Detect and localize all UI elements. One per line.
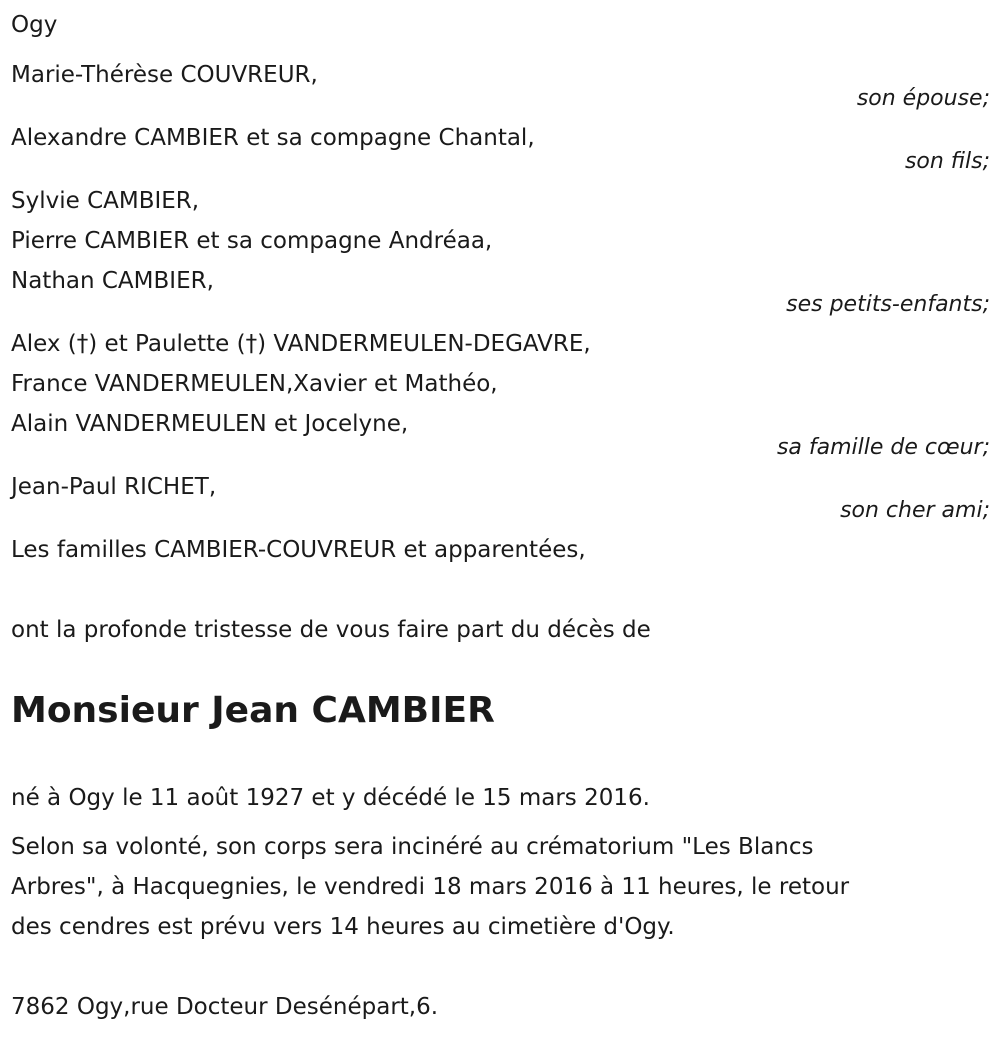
grandchildren-role: ses petits-enfants; bbox=[786, 292, 990, 317]
cross-icon: † bbox=[245, 331, 258, 357]
friend-name: Jean-Paul RICHET, bbox=[11, 474, 217, 500]
ceremony-line: Arbres", à Hacquegnies, le vendredi 18 mars 2016 à 11 heures, le retour bbox=[11, 874, 850, 900]
heart-family-part-3: ) VANDERMEULEN-DEGAVRE, bbox=[257, 331, 591, 357]
ceremony-line: Selon sa volonté, son corps sera incinéré au crématorium "Les Blancs bbox=[11, 834, 814, 860]
son-name: Alexandre CAMBIER et sa compagne Chantal, bbox=[11, 125, 535, 151]
spouse-name: Marie-Thérèse COUVREUR, bbox=[11, 62, 318, 88]
location-header: Ogy bbox=[11, 12, 58, 38]
grandchild-line: Nathan CAMBIER, bbox=[11, 268, 214, 294]
heart-family-part-2: ) et Paulette ( bbox=[88, 331, 246, 357]
friend-role: son cher ami; bbox=[840, 498, 990, 523]
heart-family-role: sa famille de cœur; bbox=[776, 435, 990, 460]
ceremony-line: des cendres est prévu vers 14 heures au cimetière d'Ogy. bbox=[11, 914, 675, 940]
birth-death-text: né à Ogy le 11 août 1927 et y décédé le 15 mars 2016. bbox=[11, 785, 650, 811]
heart-family-part-1: Alex ( bbox=[11, 331, 77, 357]
grandchild-line: Sylvie CAMBIER, bbox=[11, 188, 200, 214]
deceased-name: Monsieur Jean CAMBIER bbox=[11, 690, 495, 731]
obituary-notice bbox=[11, 0, 990, 1042]
heart-family-line-2: France VANDERMEULEN,Xavier et Mathéo, bbox=[11, 371, 498, 397]
address-text: 7862 Ogy,rue Docteur Desénépart,6. bbox=[11, 994, 439, 1020]
spouse-role: son épouse; bbox=[856, 86, 990, 111]
cross-icon: † bbox=[76, 331, 89, 357]
announcement-text: ont la profonde tristesse de vous faire part du décès de bbox=[11, 617, 651, 643]
heart-family-line-1 bbox=[11, 329, 591, 359]
son-role: son fils; bbox=[904, 149, 990, 174]
families-line: Les familles CAMBIER-COUVREUR et apparentées, bbox=[11, 537, 586, 563]
grandchild-line: Pierre CAMBIER et sa compagne Andréaa, bbox=[11, 228, 493, 254]
heart-family-line-3: Alain VANDERMEULEN et Jocelyne, bbox=[11, 411, 409, 437]
